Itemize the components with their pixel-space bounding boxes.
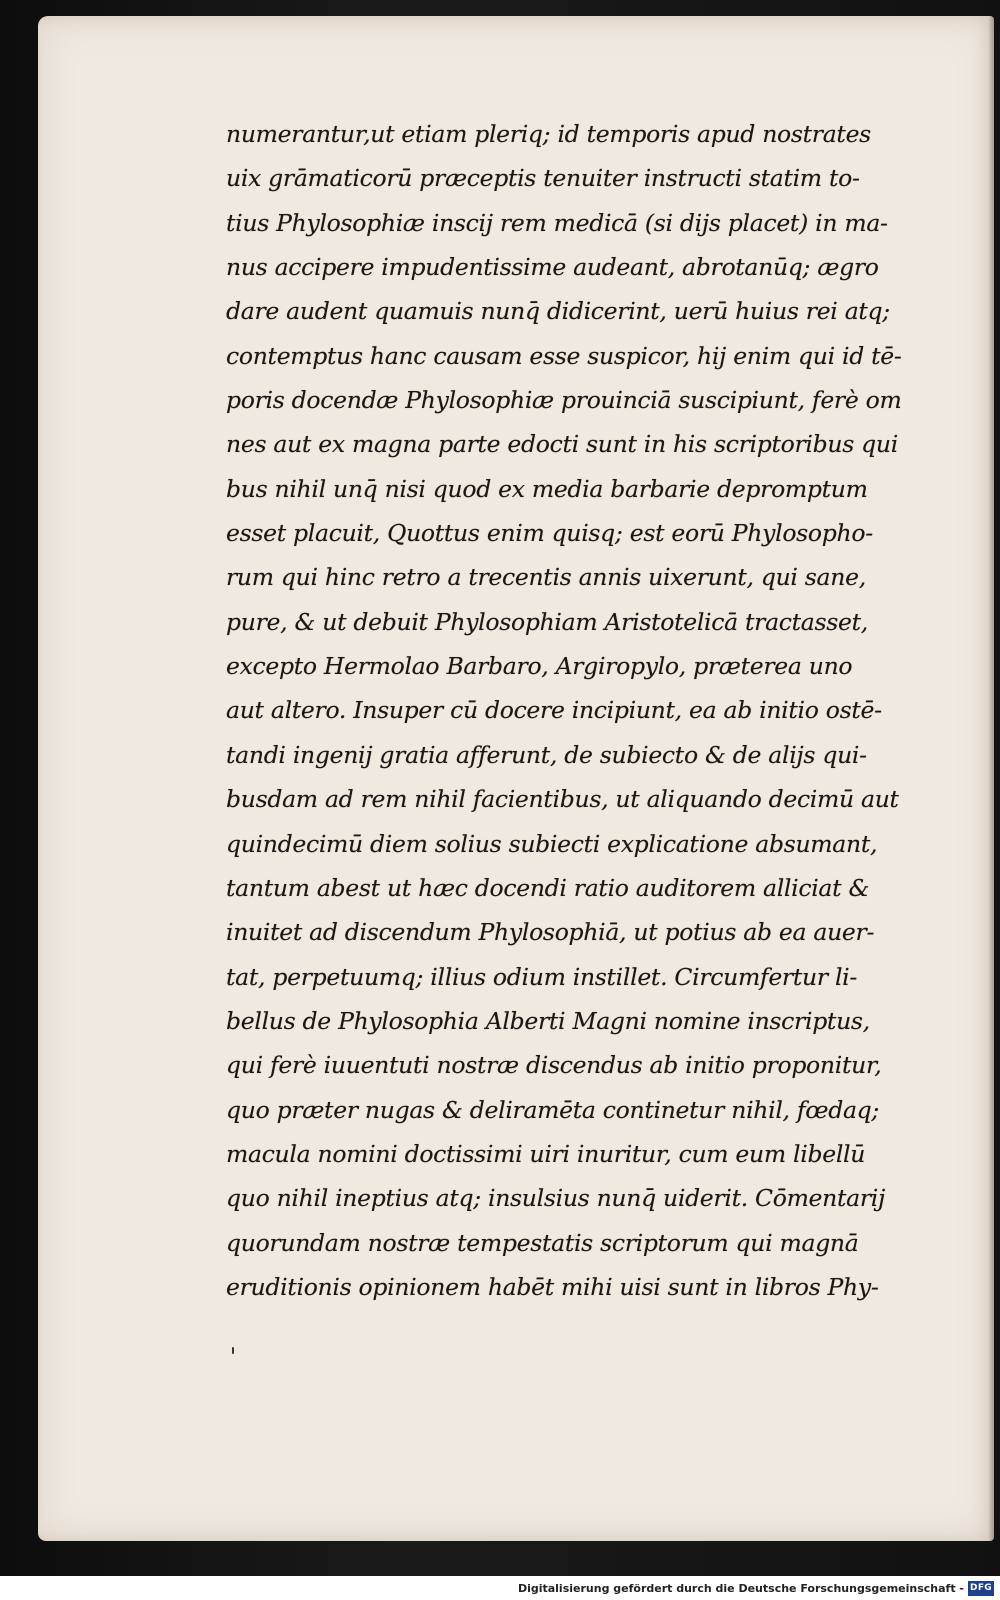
text-line: tandi ingenij gratia afferunt, de subiecto & de alijs qui- <box>226 740 867 769</box>
ink-speck <box>232 1347 234 1354</box>
text-line: pure, & ut debuit Phylosophiam Aristotelicā tractasset, <box>226 607 868 636</box>
text-line: aut altero. Insuper cū docere incipiunt, ea ab initio ostē- <box>226 696 882 725</box>
text-line: nes aut ex magna parte edocti sunt in his scriptoribus qui <box>226 430 898 459</box>
text-line: busdam ad rem nihil facientibus, ut aliquando decimū aut <box>226 785 899 814</box>
text-line: quo nihil ineptius atq; insulsius nunq̄ uiderit. Cōmentarij <box>226 1184 885 1213</box>
text-line: quo præter nugas & deliramēta continetur nihil, fœdaq; <box>226 1095 880 1124</box>
text-line: macula nomini doctissimi uiri inuritur, cum eum libellū <box>226 1139 866 1168</box>
text-line: quorundam nostræ tempestatis scriptorum qui magnā <box>226 1228 859 1257</box>
text-line: uix grāmaticorū præceptis tenuiter instructi statim to- <box>226 164 860 193</box>
funding-credit: Digitalisierung gefördert durch die Deutsche Forschungsgemeinschaft - <box>517 1582 964 1595</box>
text-line: inuitet ad discendum Phylosophiā, ut potius ab ea auer- <box>226 918 875 947</box>
text-line: bellus de Phylosophia Alberti Magni nomine inscriptus, <box>226 1006 870 1035</box>
text-line: qui ferè iuuentuti nostræ discendus ab initio proponitur, <box>226 1051 882 1080</box>
text-line: numerantur,ut etiam pleriq; id temporis apud nostrates <box>226 120 871 148</box>
text-line: poris docendæ Phylosophiæ prouinciā suscipiunt, ferè om <box>226 386 902 415</box>
text-line: contemptus hanc causam esse suspicor, hij enim qui id tē- <box>226 341 902 370</box>
text-line: nus accipere impudentissime audeant, abrotanūq; ægro <box>226 253 879 282</box>
text-line: dare audent quamuis nunq̄ didicerint, uerū huius rei atq; <box>226 297 890 326</box>
text-line: quindecimū diem solius subiecti explicatione absumant, <box>226 829 878 858</box>
text-line: esset placuit, Quottus enim quisq; est eorū Phylosopho- <box>226 519 873 548</box>
text-line: excepto Hermolao Barbaro, Argiropylo, præterea uno <box>226 652 853 681</box>
text-line: tius Phylosophiæ inscij rem medicā (si dijs placet) in ma- <box>226 208 888 237</box>
text-line: eruditionis opinionem habēt mihi uisi sunt in libros Phy- <box>226 1272 879 1301</box>
page-text <box>226 112 986 1309</box>
text-line: bus nihil unq̄ nisi quod ex media barbarie depromptum <box>226 474 868 503</box>
book-page <box>38 16 994 1541</box>
footer-bar <box>0 1576 1000 1600</box>
text-line: rum qui hinc retro a trecentis annis uixerunt, qui sane, <box>226 563 866 592</box>
page-edge-shadow <box>988 16 994 1541</box>
dfg-logo: DFG <box>968 1581 994 1596</box>
text-line: tat, perpetuumq; illius odium instillet. Circumfertur li- <box>226 962 858 991</box>
text-line: tantum abest ut hæc docendi ratio auditorem alliciat & <box>226 873 870 902</box>
